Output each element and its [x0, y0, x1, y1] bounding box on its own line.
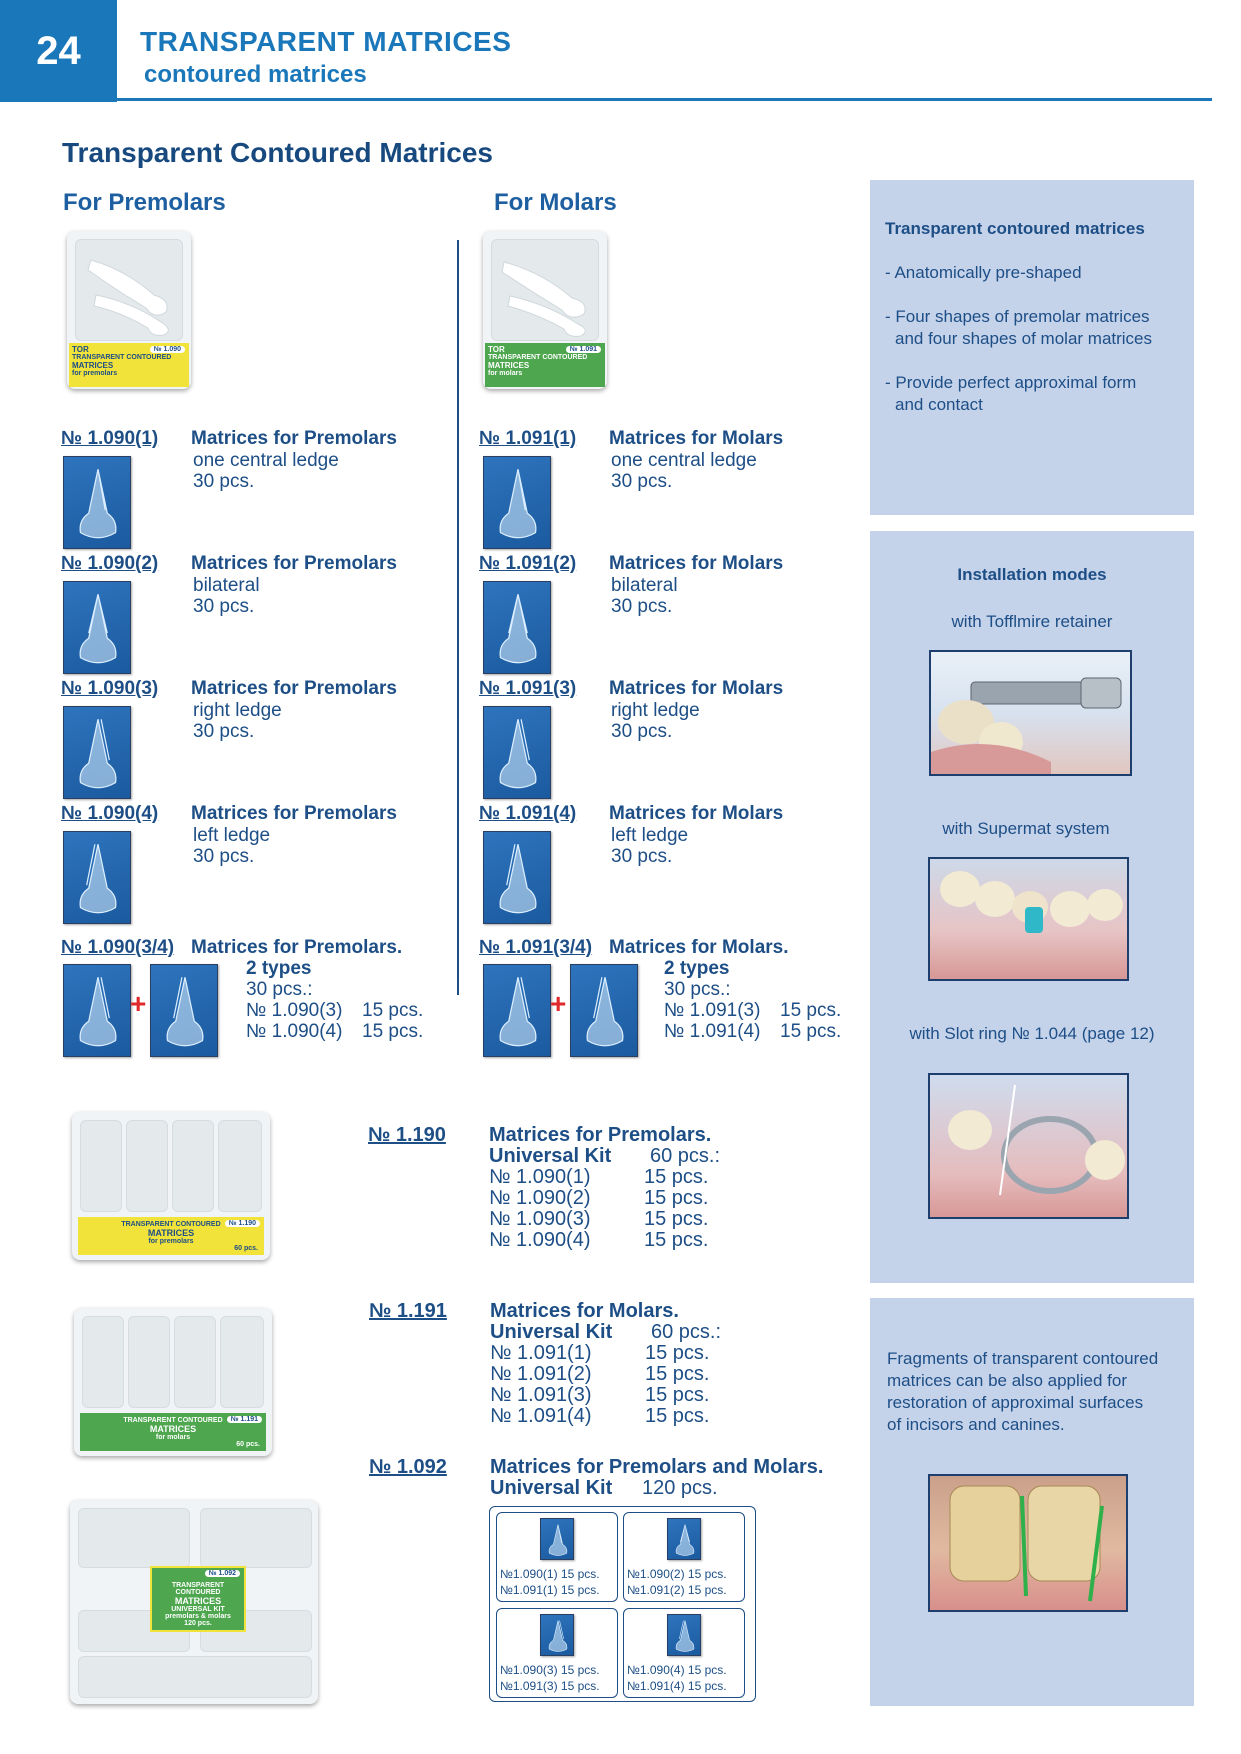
package-number: № 1.091	[566, 346, 601, 353]
premolar-combo-title: Matrices for Premolars.	[191, 937, 403, 958]
label-qty: 60 pcs.	[234, 1245, 258, 1252]
label-line: for molars	[488, 370, 523, 377]
matrix-icon	[483, 964, 551, 1057]
label-line: for premolars	[148, 1238, 194, 1245]
premolar_items-item-title: Matrices for Premolars	[191, 428, 397, 449]
brand-logo: TOR	[488, 345, 505, 354]
incisors-illustration	[930, 1476, 1126, 1610]
molar-combo-qty: 30 pcs.:	[664, 979, 731, 1000]
premolar_items-item-description: left ledge	[193, 825, 271, 846]
plus-icon: +	[550, 988, 567, 1019]
tray-cavity	[78, 1508, 190, 1568]
molar_items-item-title: Matrices for Molars	[609, 803, 784, 824]
package-number: № 1.092	[205, 1570, 240, 1577]
slot-ring-photo	[928, 1073, 1129, 1219]
matrix-icon	[63, 581, 131, 674]
matrix-glyph	[571, 965, 639, 1058]
molar_items-item-number[interactable]: № 1.091(1)	[479, 428, 577, 449]
premolar-combo-row2-qty: 15 pcs.	[362, 1021, 424, 1042]
matrix-glyph	[484, 707, 552, 800]
premolar_items-item-quantity: 30 pcs.	[193, 596, 255, 617]
matrix-icon	[483, 456, 551, 549]
premolar-combo-row2-num: № 1.090(4)	[246, 1021, 343, 1042]
header-rule	[117, 98, 1212, 101]
tray-cavity	[491, 239, 599, 341]
section-title: Transparent Contoured Matrices	[62, 137, 493, 168]
features-title: Transparent contoured matrices	[885, 219, 1145, 238]
brand-logo: TOR	[72, 345, 89, 354]
kit-092-qty: 120 pcs.	[642, 1477, 718, 1499]
tray-cavity	[75, 239, 183, 341]
supermat-system-photo	[928, 857, 1129, 981]
premolar-combo-row1-qty: 15 pcs.	[362, 1000, 424, 1021]
matrix-icon	[667, 1518, 701, 1560]
kit-190-subtitle: Universal Kit	[489, 1145, 612, 1167]
feature-item: - Provide perfect approximal form	[885, 373, 1137, 392]
kit-191-label	[80, 1413, 266, 1451]
premolar_items-item-title: Matrices for Premolars	[191, 803, 397, 824]
matrix-icon	[540, 1614, 574, 1656]
kit-190-title: Matrices for Premolars.	[489, 1124, 712, 1146]
premolar-combo-row1-num: № 1.090(3)	[246, 1000, 343, 1021]
retainer-illustration	[931, 652, 1130, 774]
install-mode-slot-ring: with Slot ring № 1.044 (page 12)	[909, 1024, 1155, 1043]
tray-cavity	[220, 1316, 264, 1408]
molar-package-image	[483, 231, 607, 389]
premolars-column-title: For Premolars	[63, 189, 226, 216]
matrix-icon	[150, 964, 218, 1057]
kit-092-subtitle: Universal Kit	[490, 1477, 613, 1499]
label-line: MATRICES	[72, 361, 114, 370]
matrix-glyph	[541, 1519, 575, 1561]
kit-190-row-qty: 15 pcs.	[644, 1229, 709, 1251]
molar_items-item-number[interactable]: № 1.091(2)	[479, 553, 577, 574]
label-line: TRANSPARENT CONTOURED	[171, 1582, 225, 1596]
matrix-icon	[570, 964, 638, 1057]
premolar_items-item-quantity: 30 pcs.	[193, 721, 255, 742]
kit-191-row-number: № 1.091(1)	[490, 1342, 592, 1364]
tray-cavity	[78, 1656, 312, 1698]
kit-190-row-number: № 1.090(2)	[489, 1187, 591, 1209]
label-line: MATRICES	[174, 1596, 222, 1606]
kit-190-row-number: № 1.090(4)	[489, 1229, 591, 1251]
kit-092-cell-line: №1.091(2) 15 pcs.	[627, 1583, 727, 1597]
label-line: UNIVERSAL KIT	[171, 1606, 225, 1613]
molar_items-item-title: Matrices for Molars	[609, 678, 784, 699]
kit-190-tray-image	[72, 1112, 270, 1260]
tray-cavity	[172, 1120, 214, 1212]
label-line: MATRICES	[149, 1424, 197, 1434]
feature-item: and four shapes of molar matrices	[895, 329, 1153, 348]
slot-ring-illustration	[930, 1075, 1127, 1217]
kit-190-row-qty: 15 pcs.	[644, 1166, 709, 1188]
feature-item: and contact	[895, 395, 983, 414]
matrix-glyph	[64, 707, 132, 800]
kit-191-subtitle: Universal Kit	[490, 1321, 613, 1343]
label-qty: 60 pcs.	[236, 1441, 260, 1448]
kit-191-row-qty: 15 pcs.	[645, 1384, 710, 1406]
matrix-icon	[63, 706, 131, 799]
kit-191-number[interactable]: № 1.191	[369, 1300, 447, 1322]
tray-cavity	[218, 1120, 262, 1212]
package-number: № 1.190	[225, 1220, 260, 1227]
kit-191-row-qty: 15 pcs.	[645, 1342, 710, 1364]
tray-cavity	[200, 1508, 312, 1568]
kit-190-label	[78, 1217, 264, 1255]
installation-title: Installation modes	[957, 565, 1107, 584]
kit-092-cell-line: №1.090(3) 15 pcs.	[500, 1663, 600, 1677]
kit-191-qty: 60 pcs.:	[651, 1321, 722, 1343]
premolar_items-item-quantity: 30 pcs.	[193, 846, 255, 867]
kit-191-row-number: № 1.091(4)	[490, 1405, 592, 1427]
label-line: for molars	[155, 1434, 191, 1441]
matrix-icon	[63, 964, 131, 1057]
matrix-glyph	[64, 965, 132, 1058]
matrix-shapes-icon	[76, 240, 182, 340]
header-subtitle: contoured matrices	[144, 61, 367, 88]
matrix-glyph	[484, 457, 552, 550]
molar-combo-number[interactable]: № 1.091(3/4)	[479, 937, 593, 958]
premolar_items-item-number[interactable]: № 1.090(4)	[61, 803, 159, 824]
kit-191-row-qty: 15 pcs.	[645, 1363, 710, 1385]
kit-092-cell-line: №1.090(4) 15 pcs.	[627, 1663, 727, 1677]
tray-cavity	[174, 1316, 216, 1408]
tray-cavity	[126, 1120, 168, 1212]
kit-191-row-number: № 1.091(3)	[490, 1384, 592, 1406]
kit-190-row-qty: 15 pcs.	[644, 1187, 709, 1209]
molar-combo-row2-qty: 15 pcs.	[780, 1021, 842, 1042]
premolar-package-label	[69, 343, 189, 387]
kit-092-cell-line: №1.090(2) 15 pcs.	[627, 1567, 727, 1581]
molar_items-item-description: one central ledge	[611, 450, 757, 471]
kit-191-row-number: № 1.091(2)	[490, 1363, 592, 1385]
fragments-text-line: matrices can be also applied for	[887, 1371, 1128, 1390]
label-line: MATRICES	[488, 361, 530, 370]
matrix-icon	[540, 1518, 574, 1560]
molar-package-label	[485, 343, 605, 387]
package-number: № 1.090	[150, 346, 185, 353]
tray-cavity	[82, 1316, 124, 1408]
premolar-combo-qty: 30 pcs.:	[246, 979, 313, 1000]
tray-cavity	[80, 1120, 122, 1212]
header-title: TRANSPARENT MATRICES	[140, 26, 512, 57]
kit-191-row-qty: 15 pcs.	[645, 1405, 710, 1427]
matrix-icon	[63, 831, 131, 924]
label-line: TRANSPARENT CONTOURED	[121, 1221, 221, 1228]
matrix-glyph	[64, 832, 132, 925]
molars-column-title: For Molars	[494, 189, 617, 216]
premolar_items-item-title: Matrices for Premolars	[191, 678, 397, 699]
molar_items-item-description: bilateral	[611, 575, 678, 596]
premolar-combo-number[interactable]: № 1.090(3/4)	[61, 937, 175, 958]
kit-092-cell-line: №1.091(3) 15 pcs.	[500, 1679, 600, 1693]
kit-191-tray-image	[74, 1308, 272, 1456]
kit-092-label	[150, 1566, 246, 1632]
label-line: TRANSPARENT CONTOURED	[123, 1417, 223, 1424]
kit-190-row-number: № 1.090(1)	[489, 1166, 591, 1188]
molar-combo-row1-qty: 15 pcs.	[780, 1000, 842, 1021]
incisors-restoration-photo	[928, 1474, 1128, 1612]
label-line: premolars & molars	[165, 1613, 231, 1620]
premolar_items-item-number[interactable]: № 1.090(3)	[61, 678, 159, 699]
matrix-shapes-icon	[492, 240, 598, 340]
molar-combo-row1-num: № 1.091(3)	[664, 1000, 761, 1021]
label-line: for premolars	[72, 370, 118, 377]
kit-092-cell-line: №1.091(1) 15 pcs.	[500, 1583, 600, 1597]
matrix-glyph	[484, 832, 552, 925]
premolar-package-image	[67, 231, 191, 389]
matrix-icon	[483, 706, 551, 799]
molar_items-item-number[interactable]: № 1.091(4)	[479, 803, 577, 824]
premolar_items-item-description: one central ledge	[193, 450, 339, 471]
molar_items-item-number[interactable]: № 1.091(3)	[479, 678, 577, 699]
fragments-text-line: restoration of approximal surfaces	[887, 1393, 1144, 1412]
install-mode-tofflmire: with Tofflmire retainer	[951, 612, 1113, 631]
kit-092-tray-image	[70, 1500, 318, 1704]
label-line: TRANSPARENT CONTOURED	[488, 354, 588, 361]
matrix-icon	[667, 1614, 701, 1656]
molar_items-item-title: Matrices for Molars	[609, 553, 784, 574]
supermat-illustration	[930, 859, 1127, 979]
matrix-glyph	[64, 582, 132, 675]
molar_items-item-description: right ledge	[611, 700, 700, 721]
kit-190-row-number: № 1.090(3)	[489, 1208, 591, 1230]
premolar_items-item-description: right ledge	[193, 700, 282, 721]
feature-item: - Anatomically pre-shaped	[885, 263, 1082, 282]
kit-191-title: Matrices for Molars.	[490, 1300, 679, 1322]
molar-combo-row2-num: № 1.091(4)	[664, 1021, 761, 1042]
premolar_items-item-number[interactable]: № 1.090(1)	[61, 428, 159, 449]
package-number: № 1.191	[227, 1416, 262, 1423]
kit-092-cell-line: №1.090(1) 15 pcs.	[500, 1567, 600, 1581]
molar_items-item-description: left ledge	[611, 825, 689, 846]
feature-item: - Four shapes of premolar matrices	[885, 307, 1150, 326]
matrix-glyph	[64, 457, 132, 550]
page-number: 24	[0, 0, 117, 102]
matrix-glyph	[151, 965, 219, 1058]
tray-cavity	[128, 1316, 170, 1408]
kit-092-number[interactable]: № 1.092	[369, 1456, 447, 1478]
premolar-combo-types: 2 types	[246, 958, 312, 979]
molar-combo-title: Matrices for Molars.	[609, 937, 789, 958]
premolar_items-item-number[interactable]: № 1.090(2)	[61, 553, 159, 574]
kit-190-number[interactable]: № 1.190	[368, 1124, 446, 1146]
fragments-text-line: of incisors and canines.	[887, 1415, 1065, 1434]
kit-092-title: Matrices for Premolars and Molars.	[490, 1456, 824, 1478]
kit-190-row-qty: 15 pcs.	[644, 1208, 709, 1230]
matrix-glyph	[541, 1615, 575, 1657]
molar_items-item-quantity: 30 pcs.	[611, 721, 673, 742]
molar_items-item-title: Matrices for Molars	[609, 428, 784, 449]
matrix-glyph	[668, 1615, 702, 1657]
tofflmire-retainer-photo	[929, 650, 1132, 776]
premolar_items-item-title: Matrices for Premolars	[191, 553, 397, 574]
matrix-icon	[63, 456, 131, 549]
label-line: MATRICES	[147, 1228, 195, 1238]
column-divider	[457, 240, 459, 995]
plus-icon: +	[130, 988, 147, 1019]
premolar_items-item-quantity: 30 pcs.	[193, 471, 255, 492]
label-line: TRANSPARENT CONTOURED	[72, 354, 172, 361]
matrix-icon	[483, 581, 551, 674]
matrix-icon	[483, 831, 551, 924]
kit-092-cell-line: №1.091(4) 15 pcs.	[627, 1679, 727, 1693]
molar-combo-types: 2 types	[664, 958, 730, 979]
kit-190-qty: 60 pcs.:	[650, 1145, 721, 1167]
premolar_items-item-description: bilateral	[193, 575, 260, 596]
fragments-text-line: Fragments of transparent contoured	[887, 1349, 1159, 1368]
molar_items-item-quantity: 30 pcs.	[611, 471, 673, 492]
matrix-glyph	[668, 1519, 702, 1561]
install-mode-supermat: with Supermat system	[942, 819, 1110, 838]
matrix-glyph	[484, 965, 552, 1058]
molar_items-item-quantity: 30 pcs.	[611, 846, 673, 867]
molar_items-item-quantity: 30 pcs.	[611, 596, 673, 617]
label-line: 120 pcs.	[184, 1620, 212, 1627]
matrix-glyph	[484, 582, 552, 675]
